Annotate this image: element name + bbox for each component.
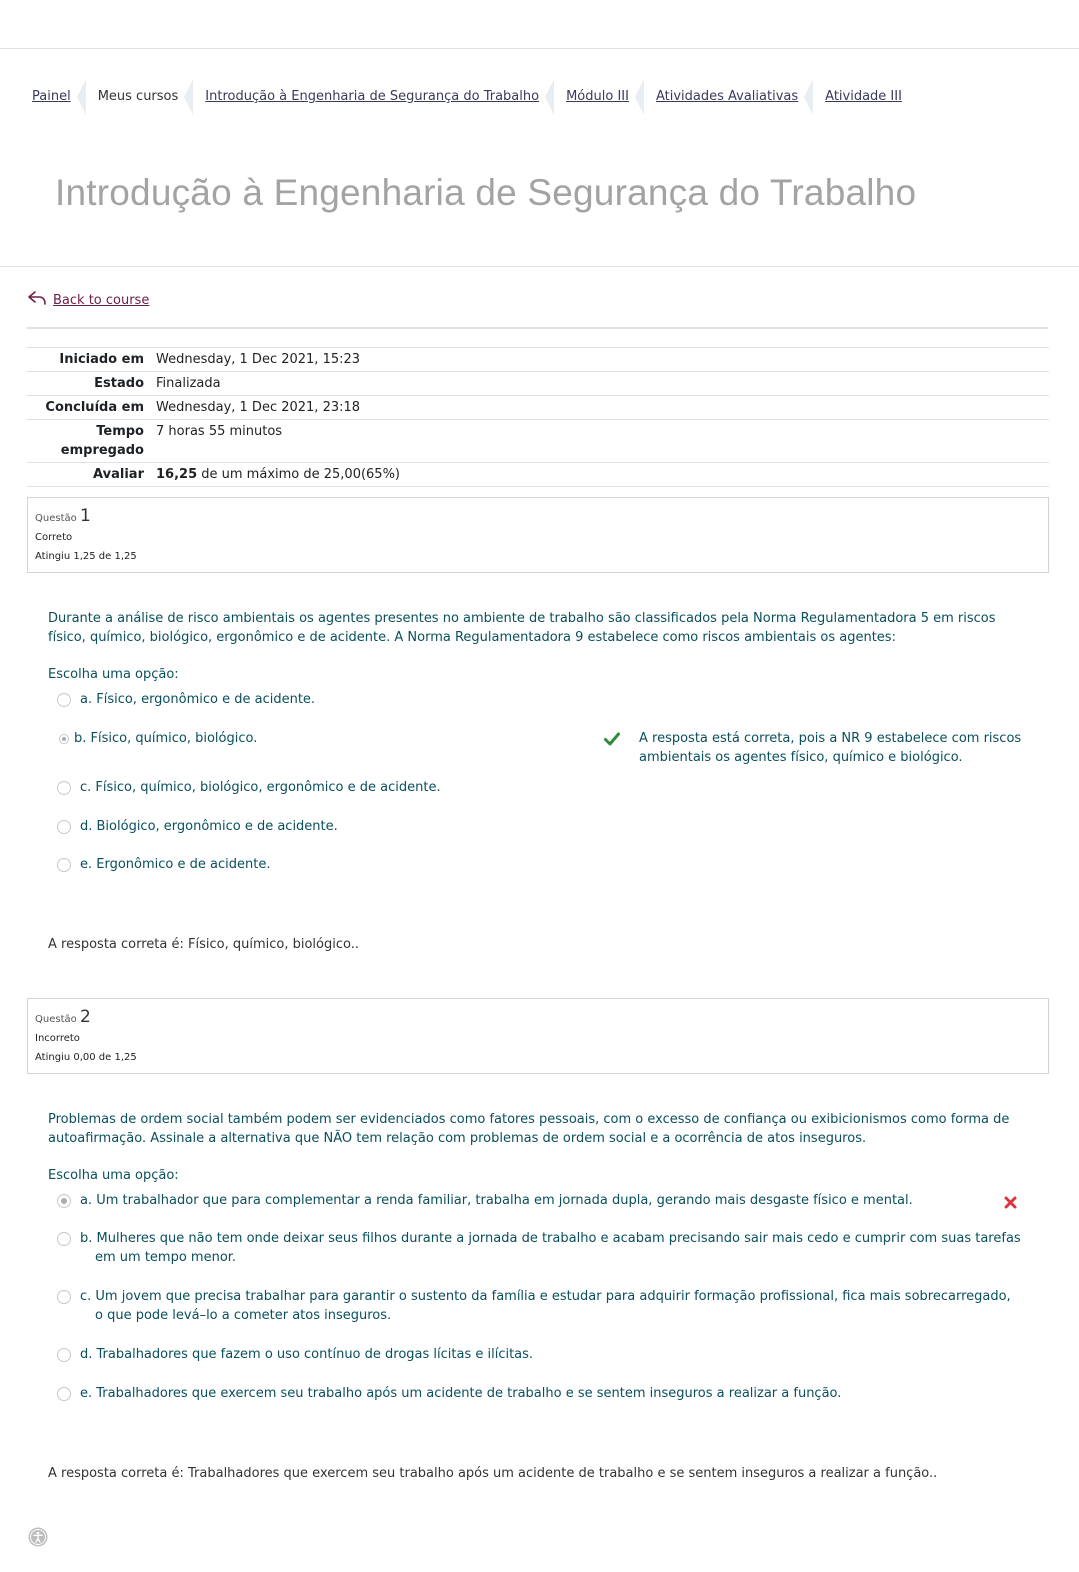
question-text-1: Durante a análise de risco ambientais os agentes presentes no ambiente de trabalho são classificados pela Norma Regulamentadora 5 em riscos físico, químico, biológico, ergonômico e de acidente. A Norma Regulamentadora 9 estabelece como riscos ambientais os agentes: [48,611,996,645]
q1-option-a[interactable]: a. Físico, ergonômico e de acidente. [57,690,315,709]
breadcrumb [32,87,902,107]
question-grade: Atingiu 0,00 de 1,25 [35,1052,137,1063]
breadcrumb-item-course[interactable]: Introdução à Engenharia de Segurança do Trabalho [205,89,540,104]
grade-percent: (65%) [360,467,401,482]
q1-option-b[interactable]: b. Físico, químico, biológico. [57,729,257,748]
incorrect-x-icon [1004,1194,1017,1213]
summary-row-time: Tempo empregado 7 horas 55 minutos [27,420,1049,463]
question-text-2: Problemas de ordem social também podem ser evidenciados como fatores pessoais, com o excesso de confiança ou exibicionismos como forma de autoafirmação. Assinale a alternativa que NÃO tem relação com problemas de ordem social e a ocorrência de atos inseguros. [48,1112,1010,1146]
grade-score: 16,25 [156,467,198,482]
q2-option-b[interactable]: b. Mulheres que não tem onde deixar seus filhos durante a jornada de trabalho e acabam precisando sair mais cedo e cumprir com suas tarefas em um tempo menor. [57,1229,1022,1267]
q1-option-c[interactable]: c. Físico, químico, biológico, ergonômico e de acidente. [57,778,441,797]
question-number: 1 [79,506,91,526]
q2-right-answer: A resposta correta é: Trabalhadores que exercem seu trabalho após um acidente de trabalho e se sentem inseguros a realizar a função.. [48,1466,938,1481]
grade-text: de um máximo de 25,00 [201,467,361,482]
attempt-summary-table [27,347,1049,487]
radio-button[interactable] [57,858,71,872]
breadcrumb-item-activities[interactable]: Atividades Avaliativas [655,89,799,104]
q2-option-e[interactable]: e. Trabalhadores que exercem seu trabalho após um acidente de trabalho e se sentem inseguros a realizar a função. [57,1384,1022,1403]
page-title: Introdução à Engenharia de Segurança do Trabalho [55,172,917,213]
breadcrumb-separator [77,79,86,115]
question-info-2 [27,998,1049,1074]
choose-option-prompt: Escolha uma opção: [48,667,179,682]
header-divider [0,266,1079,267]
question-label: Questão [35,1014,77,1025]
q2-option-c[interactable]: c. Um jovem que precisa trabalhar para garantir o sustento da família e estudar para adquirir formação profissional, fica mais sobrecarregado, o que pode levá–lo a cometer atos inseguros. [57,1287,1022,1325]
summary-row-started: Iniciado em Wednesday, 1 Dec 2021, 15:23 [27,348,1049,372]
breadcrumb-item-painel[interactable]: Painel [32,89,71,104]
choose-option-prompt: Escolha uma opção: [48,1168,179,1183]
top-navbar [0,0,1079,49]
q1-feedback: A resposta está correta, pois a NR 9 estabelece com riscos ambientais os agentes físico, químico e biológico. [639,731,1022,765]
summary-row-state: Estado Finalizada [27,372,1049,396]
question-status: Correto [35,532,73,543]
question-label: Questão [35,513,77,524]
q2-option-a[interactable]: a. Um trabalhador que para complementar a renda familiar, trabalha em jornada dupla, gerando mais desgaste físico e mental. [57,1191,987,1210]
breadcrumb-item-meus-cursos: Meus cursos [97,89,179,104]
breadcrumb-separator [635,79,644,115]
radio-button[interactable] [57,820,71,834]
question-status: Incorreto [35,1033,80,1044]
radio-button[interactable] [57,1232,71,1246]
accessibility-icon[interactable] [28,1527,48,1551]
radio-button[interactable] [57,781,71,795]
q1-option-e[interactable]: e. Ergonômico e de acidente. [57,855,270,874]
question-info-1 [27,497,1049,573]
q2-option-d[interactable]: d. Trabalhadores que fazem o uso contínuo de drogas lícitas e ilícitas. [57,1345,1022,1364]
radio-button[interactable] [57,693,71,707]
radio-button[interactable] [57,1387,71,1401]
correct-check-icon [604,731,620,750]
back-to-course-link[interactable]: Back to course [27,290,149,310]
question-number: 2 [79,1007,91,1027]
summary-row-completed: Concluída em Wednesday, 1 Dec 2021, 23:18 [27,396,1049,420]
divider [27,327,1048,329]
question-grade: Atingiu 1,25 de 1,25 [35,551,137,562]
breadcrumb-item-module[interactable]: Módulo III [566,89,629,104]
reply-arrow-icon [27,290,47,310]
radio-button[interactable] [57,1348,71,1362]
summary-row-grade: Avaliar 16,25 de um máximo de 25,00(65%) [27,463,1049,487]
q1-right-answer: A resposta correta é: Físico, químico, biológico.. [48,937,359,952]
breadcrumb-separator [545,79,554,115]
radio-button-selected[interactable] [59,734,69,744]
radio-button[interactable] [57,1290,71,1304]
breadcrumb-separator [804,79,813,115]
breadcrumb-separator [184,79,193,115]
breadcrumb-item-activity[interactable]: Atividade III [825,89,902,104]
q1-option-d[interactable]: d. Biológico, ergonômico e de acidente. [57,817,338,836]
radio-button-selected[interactable] [57,1194,71,1208]
